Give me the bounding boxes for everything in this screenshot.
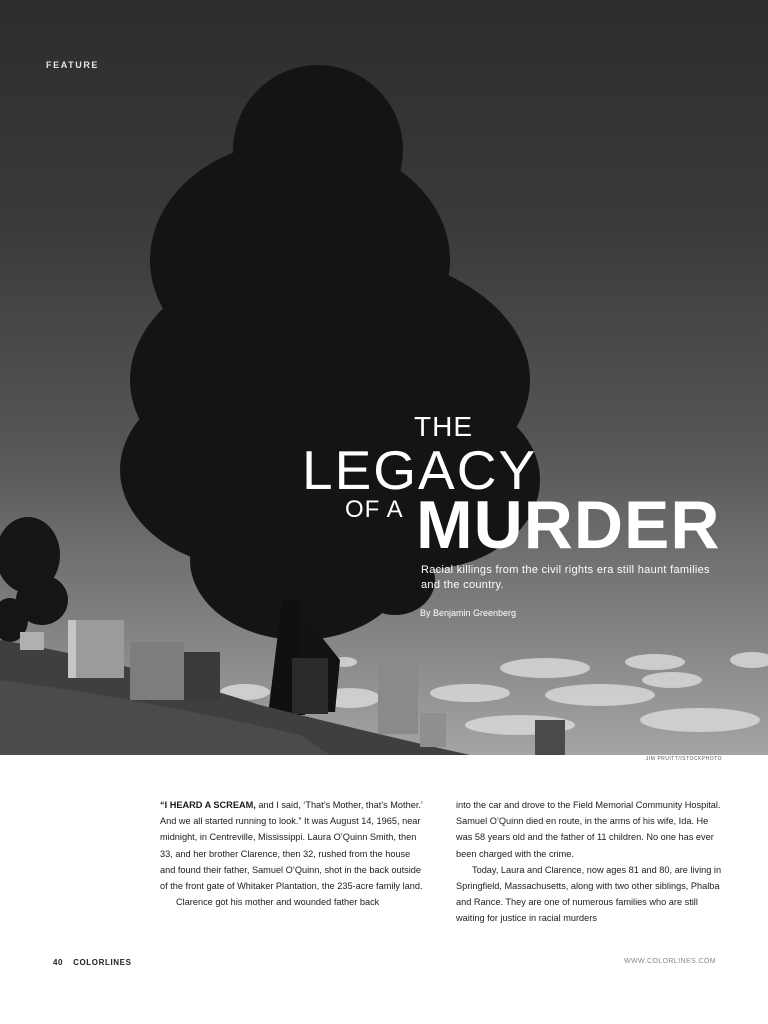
photo-credit: JIM PRUITT/ISTOCKPHOTO — [645, 756, 722, 762]
article-paragraph — [160, 797, 428, 894]
section-label: FEATURE — [46, 60, 100, 70]
article-column-left — [160, 797, 428, 910]
deck-subtitle: Racial killings from the civil rights era still haunt families and the country. — [421, 564, 710, 591]
article-column-right — [456, 797, 724, 927]
page-folio — [53, 958, 132, 967]
title-legacy: LEGACY — [302, 439, 538, 501]
website-url: WWW.COLORLINES.COM — [624, 958, 716, 965]
small-tree — [0, 517, 68, 642]
page-number: 40 — [53, 958, 64, 967]
title-the: THE — [414, 411, 473, 442]
byline: By Benjamin Greenberg — [420, 608, 517, 618]
article-paragraph: Today, Laura and Clarence, now ages 81 and 80, are living in Springfield, Massachusetts, along with two other siblings, Phalba and Rance. They are one of numerous families who are still waiting for justice in racial murders — [456, 864, 722, 924]
lead-in: “I HEARD A SCREAM, — [160, 800, 256, 810]
title-of-a: OF A — [345, 496, 404, 523]
paragraph-text: and I said, ‘That’s Mother, that’s Mother.’ And we all started running to look.” It was August 14, 1965, near midnight, in Centreville, Mississippi. Laura O’Quinn Smith, then 33, and her brother Clarence, then 32, rushed from the house and found their father, Samuel O’Quinn, shot in the back outside of the front gate of Whitaker Plantation, the 235-acre family land. — [160, 800, 423, 892]
title-murder: MURDER — [416, 487, 721, 563]
article-paragraph: into the car and drove to the Field Memorial Community Hospital. Samuel O’Quinn died en route, in the arms of his wife, Ida. He was 58 years old and the father of 11 children. No one has ever been charged with the crime. — [456, 800, 721, 859]
magazine-name: COLORLINES — [73, 958, 132, 967]
article-paragraph: Clarence got his mother and wounded father back — [176, 897, 380, 908]
